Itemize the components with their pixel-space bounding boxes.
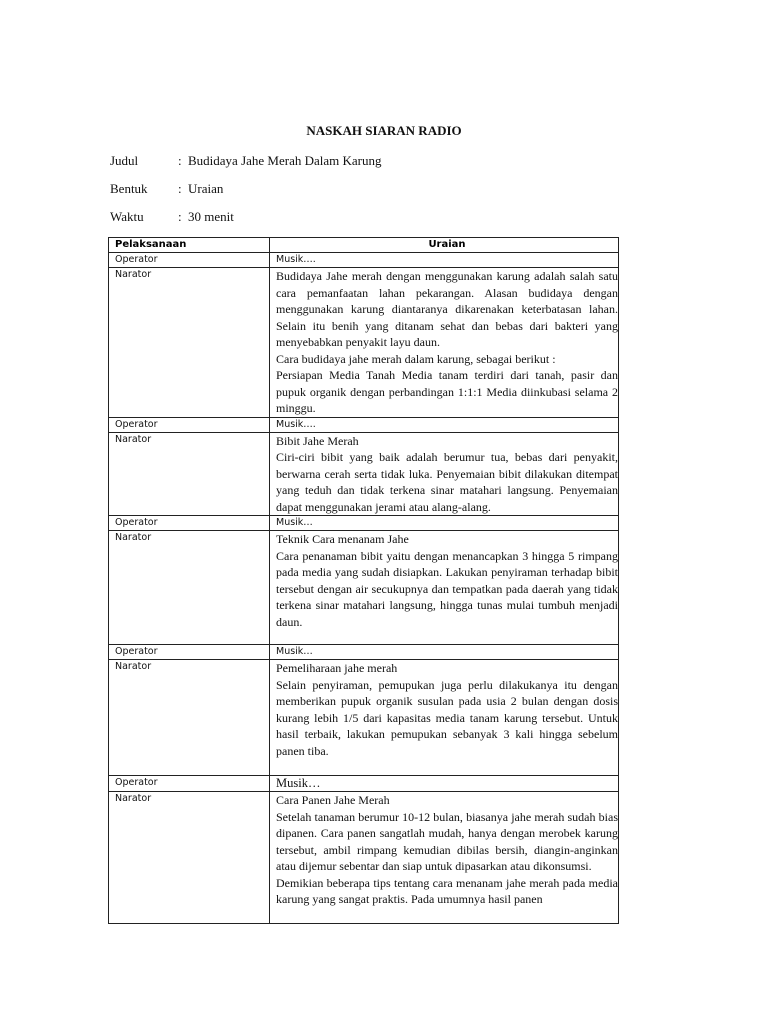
operator-label: Operator xyxy=(109,417,270,432)
meta-value: 30 menit xyxy=(188,209,234,224)
operator-row xyxy=(109,776,619,792)
operator-row xyxy=(109,253,619,268)
narration-paragraph: Cara budidaya jahe merah dalam karung, sebagai berikut : xyxy=(276,351,556,366)
operator-label: Operator xyxy=(109,776,270,792)
operator-row xyxy=(109,417,619,432)
narration-cell xyxy=(270,432,619,516)
narator-row xyxy=(109,268,619,418)
script-table xyxy=(108,237,619,924)
narator-label: Narator xyxy=(109,792,270,924)
narration-heading: Bibit Jahe Merah xyxy=(276,433,359,448)
narator-row xyxy=(109,660,619,776)
meta-key: Judul xyxy=(110,153,139,168)
table-header-row xyxy=(109,238,619,253)
operator-row xyxy=(109,645,619,660)
operator-label: Operator xyxy=(109,645,270,660)
musik-cue: Musik…. xyxy=(270,253,619,268)
narration-cell xyxy=(270,268,619,418)
operator-row xyxy=(109,516,619,531)
meta-key: Bentuk xyxy=(110,181,148,196)
musik-cue: Musik… xyxy=(270,516,619,531)
document-title: NASKAH SIARAN RADIO xyxy=(306,123,462,138)
musik-cue: Musik… xyxy=(270,776,619,792)
meta-sep: : xyxy=(178,209,182,224)
narration-paragraph: Cara penanaman bibit yaitu dengan menancapkan 3 hingga 5 rimpang pada media yang sudah disiapkan. Lakukan penyiraman terhadap bibit tersebut dengan air secukupnya dan tempatkan pada daerah yang tidak terkena sinar matahari langsung, hingga tunas mulai tumbuh menjadi daun. xyxy=(276,548,618,629)
meta-row-waktu xyxy=(110,209,234,225)
narration-cell xyxy=(270,792,619,924)
narration-heading: Pemeliharaan jahe merah xyxy=(276,661,398,675)
narator-label: Narator xyxy=(109,432,270,516)
meta-row-judul xyxy=(110,153,382,169)
header-uraian: Uraian xyxy=(270,238,619,253)
narator-row xyxy=(109,432,619,516)
narator-row xyxy=(109,792,619,924)
narator-row xyxy=(109,531,619,645)
header-pelaksanaan: Pelaksanaan xyxy=(109,238,270,253)
narration-paragraph: Demikian beberapa tips tentang cara menanam jahe merah pada media karung yang sangat praktis. Pada umumnya hasil panen xyxy=(276,875,618,906)
narration-paragraph: Persiapan Media Tanah Media tanam terdiri dari tanah, pasir dan pupuk organik dengan perbandingan 1:1:1 Media diinkubasi selama 2 minggu. xyxy=(276,368,618,415)
meta-value: Uraian xyxy=(188,181,224,196)
narration-cell xyxy=(270,660,619,776)
meta-value: Budidaya Jahe Merah Dalam Karung xyxy=(188,153,382,168)
meta-key: Waktu xyxy=(110,209,144,224)
narator-label: Narator xyxy=(109,531,270,645)
narration-paragraph: Setelah tanaman berumur 10-12 bulan, biasanya jahe merah sudah bias dipanen. Cara panen sangatlah mudah, hanya dengan merobek karung tersebut, ambil rimpang kemudian dibilas bersih, diangin-anginkan atau dijemur sebentar dan siap untuk dipasarkan atau dikonsumsi. xyxy=(276,809,618,873)
musik-cue: Musik… xyxy=(270,645,619,660)
narration-cell xyxy=(270,531,619,645)
meta-row-bentuk xyxy=(110,181,223,197)
operator-label: Operator xyxy=(109,253,270,268)
narration-paragraph: Budidaya Jahe merah dengan menggunakan karung adalah salah satu cara pemanfaatan lahan pekarangan. Alasan budidaya dengan menggunakan karung diantaranya dikarenakan keterbatasan lahan. Selain itu benih yang ditanam sehat dan bebas dari bakteri yang menyebabkan penyakit layu daun. xyxy=(276,269,618,349)
meta-sep: : xyxy=(178,181,182,196)
musik-cue: Musik…. xyxy=(270,417,619,432)
narration-paragraph: Ciri-ciri bibit yang baik adalah berumur tua, bebas dari penyakit, berwarna cerah serta tidak luka. Penyemaian bibit dilakukan ditempat yang teduh dan tidak terkena sinar matahari langsung. Penyemaian dapat menggunakan jerami atau alang-alang. xyxy=(276,450,618,514)
meta-sep: : xyxy=(178,153,182,168)
narration-heading: Cara Panen Jahe Merah xyxy=(276,793,390,807)
narator-label: Narator xyxy=(109,268,270,418)
narration-paragraph: Selain penyiraman, pemupukan juga perlu dilakukanya itu dengan memberikan pupuk organik susulan pada usia 2 bulan dengan dosis kurang lebih 1/5 dari kapasitas media tanam karung tersebut. Untuk hasil terbaik, lakukan pemupukan sebanyak 3 kali hingga sebelum panen tiba. xyxy=(276,677,618,758)
narator-label: Narator xyxy=(109,660,270,776)
narration-heading: Teknik Cara menanam Jahe xyxy=(276,532,409,546)
operator-label: Operator xyxy=(109,516,270,531)
